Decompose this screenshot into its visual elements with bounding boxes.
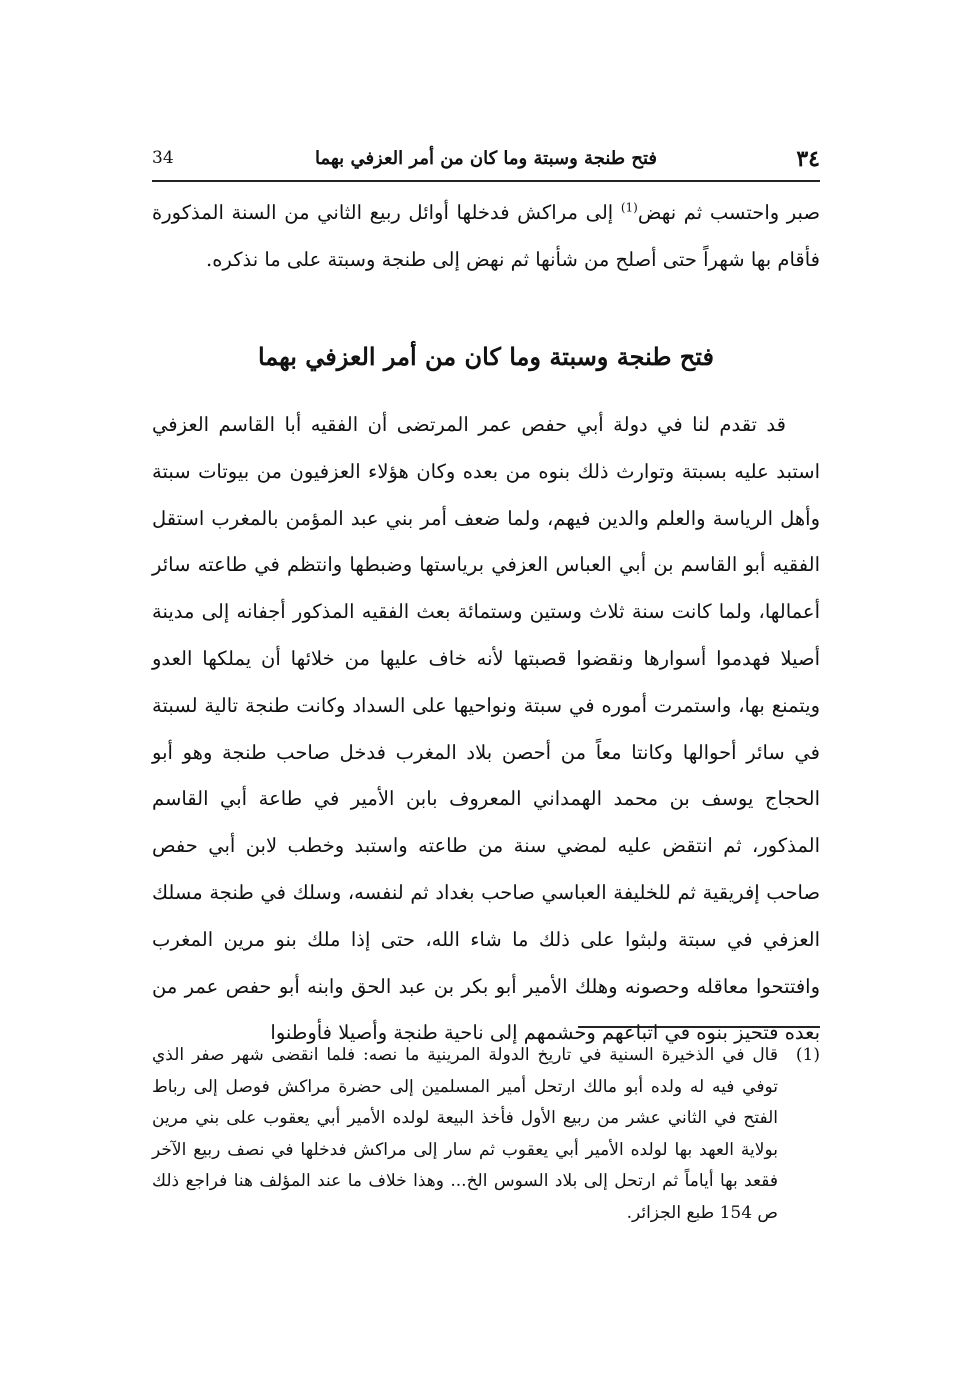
footnote-marker: (1) [795,1045,820,1065]
running-header [152,144,820,182]
intro-text-start: صبر واحتسب ثم نهض [637,201,820,224]
page-number-latin: 34 [152,148,174,168]
running-title: فتح طنجة وسبتة وما كان من أمر العزفي بهما [314,148,658,169]
intro-text-end: إلى مراكش فدخلها أوائل ربيع الثاني من السنة المذكورة فأقام بها شهراً حتى أصلح من شأنها ثم نهض إلى طنجة وسبتة على ما نذكره. [152,201,820,271]
main-paragraph: قد تقدم لنا في دولة أبي حفص عمر المرتضى أن الفقيه أبا القاسم العزفي استبد عليه بسبتة وتوارث ذلك بنوه من بعده وكان هؤلاء العزفيون من بيوتات سبتة وأهل الرياسة والعلم والدين فيهم، ولما ضعف أمر بني عبد المؤمن بالمغرب استقل الفقيه أبو القاسم بن أبي العباس العزفي برياستها وضبطها وانتظم في طاعته سائر أعمالها، ولما كانت سنة ثلاث وستين وستمائة بعث الفقيه المذكور أجفانه إلى مدينة أصيلا فهدموا أسوارها ونقضوا قصبتها لأنه خاف عليها من خلائها أن يملكها العدو ويتمنع بها، واستمرت أموره في سبتة ونواحيها على السداد وكانت طنجة تالية لسبتة في سائر أحوالها وكانتا معاً من أحصن بلاد المغرب فدخل صاحب طنجة وهو أبو الحجاج يوسف بن محمد الهمداني المعروف بابن الأمير في طاعة أبي القاسم المذكور، ثم انتقض عليه لمضي سنة من طاعته واستبد وخطب لابن أبي حفص صاحب إفريقية ثم للخليفة العباسي صاحب بغداد ثم لنفسه، وسلك في طنجة مسلك العزفي في سبتة ولبثوا على ذلك ما شاء الله، حتى إذا ملك بنو مرين المغرب وافتتحوا معاقله وحصونه وهلك الأمير أبو بكر بن عبد الحق وابنه أبو حفص عمر من بعده فتحيز بنوه في اتباعهم وحشمهم إلى ناحية طنجة وأصيلا فأوطنوا [152,413,820,1045]
page-number-arabic: ٣٤ [796,146,820,172]
footnote-divider [578,1026,820,1028]
footnote-reference: (1) [620,200,638,215]
footnote-text: قال في الذخيرة السنية في تاريخ الدولة المرينية ما نصه: فلما انقضى شهر صفر الذي توفي فيه له ولده أبو مالك ارتحل أمير المسلمين إلى حضرة مراكش فوصل إلى رباط الفتح في الثاني عشر من ربيع الأول فأخذ البيعة لولده الأمير أبي يعقوب على بني مرين بولاية العهد بها لولده الأمير أبي يعقوب ثم سار إلى مراكش فدخلها في نصف ربيع الآخر فقعد بها أياماً ثم ارتحل إلى بلاد السوس الخ... وهذا خلاف ما عند المؤلف هنا فراجع ذلك ص 154 طبع الجزائر. [152,1045,778,1223]
footnote [152,1040,820,1229]
intro-paragraph [152,190,820,284]
section-title: فتح طنجة وسبتة وما كان من أمر العزفي بهما [257,342,715,371]
